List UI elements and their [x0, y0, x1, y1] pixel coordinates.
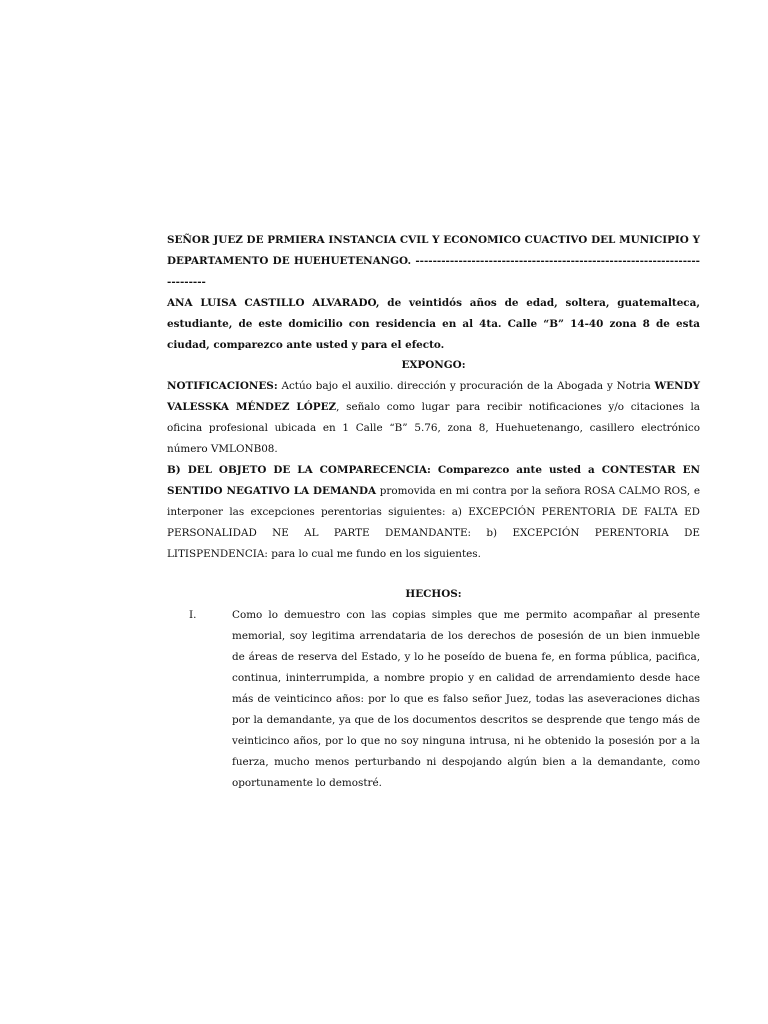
- notificaciones-text-1: Actúo bajo el auxilio. dirección y procuración de la Abogada y Notria: [277, 380, 655, 392]
- body-block: [167, 376, 700, 565]
- objeto-text: promovida en mi contra por la señora ROSA CALMO ROS, e interponer las excepciones perentorias siguientes: a) EXCEPCIÓN PERENTORIA DE FALTA ED PERSONALIDAD NE AL PARTE DEMANDANTE: b) EXCEPCIÓN PERENTORIA DE LITISPENDENCIA: para lo cual me fundo en los siguientes.: [167, 485, 700, 560]
- objeto-label: B) DEL OBJETO DE LA COMPARECENCIA: Comparezco ante usted a CONTESTAR EN SENTIDO NEGATIVO LA DEMANDA: [167, 464, 700, 497]
- expongo-heading: EXPONGO:: [401, 359, 466, 371]
- attorney-name: WENDY VALESSKA MÉNDEZ LÓPEZ: [167, 380, 700, 413]
- hechos-heading: HECHOS:: [405, 588, 462, 600]
- notificaciones-paragraph: [167, 376, 700, 460]
- intro-block: [167, 230, 700, 356]
- notificaciones-label: NOTIFICACIONES:: [167, 380, 278, 392]
- hechos-numeral: I.: [189, 609, 197, 621]
- party-paragraph: ANA LUISA CASTILLO ALVARADO, de veintidós años de edad, soltera, guatemalteca, estudiante, de este domicilio con residencia en al 4ta. Calle “B” 14-40 zona 8 de esta ciudad, comparezco ante usted y para el efecto.: [167, 297, 700, 351]
- objeto-paragraph: [167, 460, 700, 565]
- notificaciones-text-2: , señalo como lugar para recibir notificaciones y/o citaciones la oficina profesional ubicada en 1 Calle “B” 5.76, zona 8, Huehuetenango, casillero electrónico número VMLONB08.: [167, 401, 701, 455]
- addressee-paragraph: SEÑOR JUEZ DE PRMIERA INSTANCIA CVIL Y ECONOMICO CUACTIVO DEL MUNICIPIO Y DEPARTAMENTO DE HUEHUETENANGO. ---------------------------------------------------------------------------: [167, 234, 700, 288]
- hechos-text: Como lo demuestro con las copias simples que me permito acompañar al presente memorial, soy legitima arrendataria de los derechos de posesión de un bien inmueble de áreas de reserva del Estado, y lo he poseído de buena fe, en forma pública, pacifica, continua, ininterrumpida, a nombre propio y en calidad de arrendamiento desde hace más de veinticinco años: por lo que es falso señor Juez, todas las aseveraciones dichas por la demandante, ya que de los documentos descritos se desprende que tengo más de veinticinco años, por lo que no soy ninguna intrusa, ni he obtenido la posesión por a la fuerza, mucho menos perturbando ni despojando algún bien a la demandante, como oportunamente lo demostré.: [232, 609, 700, 789]
